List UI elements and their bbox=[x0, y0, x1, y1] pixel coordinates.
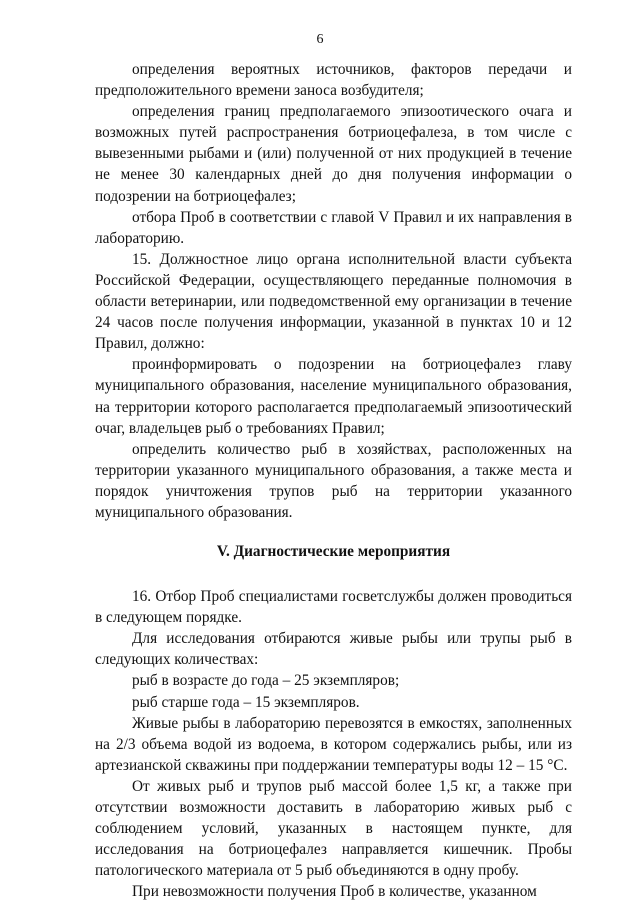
paragraph: проинформировать о подозрении на ботриоцефалез главу муниципального образования, население муниципального образования, на территории которого располагается предполагаемый эпизоотический очаг, владельцев рыб о требованиях Правил; bbox=[95, 356, 572, 437]
paragraph: рыб в возрасте до года – 25 экземпляров; bbox=[132, 672, 400, 690]
paragraph: рыб старше года – 15 экземпляров. bbox=[132, 693, 360, 711]
paragraph: 15. Должностное лицо органа исполнительной власти субъекта Российской Федерации, осуществляющего переданные полномочия в области ветеринарии, или подведомственной ему организации в течение 24 часов после получения информации, указанной в пунктах 10 и 12 Правил, должно: bbox=[95, 250, 572, 353]
document-body bbox=[95, 59, 572, 902]
section-heading: V. Диагностические мероприятия bbox=[216, 543, 451, 561]
paragraph: определить количество рыб в хозяйствах, расположенных на территории указанного муниципального образования, а также места и порядок уничтожения трупов рыб на территории указанного муниципального образования. bbox=[95, 440, 572, 521]
paragraph: Для исследования отбираются живые рыбы или трупы рыб в следующих количествах: bbox=[95, 630, 572, 669]
paragraph: При невозможности получения Проб в количестве, указанном bbox=[132, 883, 537, 901]
paragraph: отбора Проб в соответствии с главой V Правил и их направления в лабораторию. bbox=[95, 208, 572, 247]
paragraph: Живые рыбы в лабораторию перевозятся в емкостях, заполненных на 2/3 объема водой из водоема, в котором содержались рыбы, или из артезианской скважины при поддержании температуры воды 12 – 15 °С. bbox=[95, 714, 572, 774]
paragraph: От живых рыб и трупов рыб массой более 1,5 кг, а также при отсутствии возможности доставить в лабораторию живых рыб с соблюдением условий, указанных в настоящем пункте, для исследования на ботриоцефалез направляется кишечник. Пробы патологического материала от 5 рыб объединяются в одну пробу. bbox=[95, 777, 572, 880]
paragraph: определения границ предполагаемого эпизоотического очага и возможных путей распространения ботриоцефалеза, в том числе с вывезенными рыбами и (или) полученной от них продукцией в течение не менее 30 календарных дней до дня получения информации о подозрении на ботриоцефалез; bbox=[95, 103, 572, 205]
page-number: 6 bbox=[316, 32, 324, 47]
paragraph: определения вероятных источников, факторов передачи и предположительного времени заноса возбудителя; bbox=[95, 61, 572, 100]
paragraph: 16. Отбор Проб специалистами госветслужбы должен проводиться в следующем порядке. bbox=[95, 588, 572, 627]
